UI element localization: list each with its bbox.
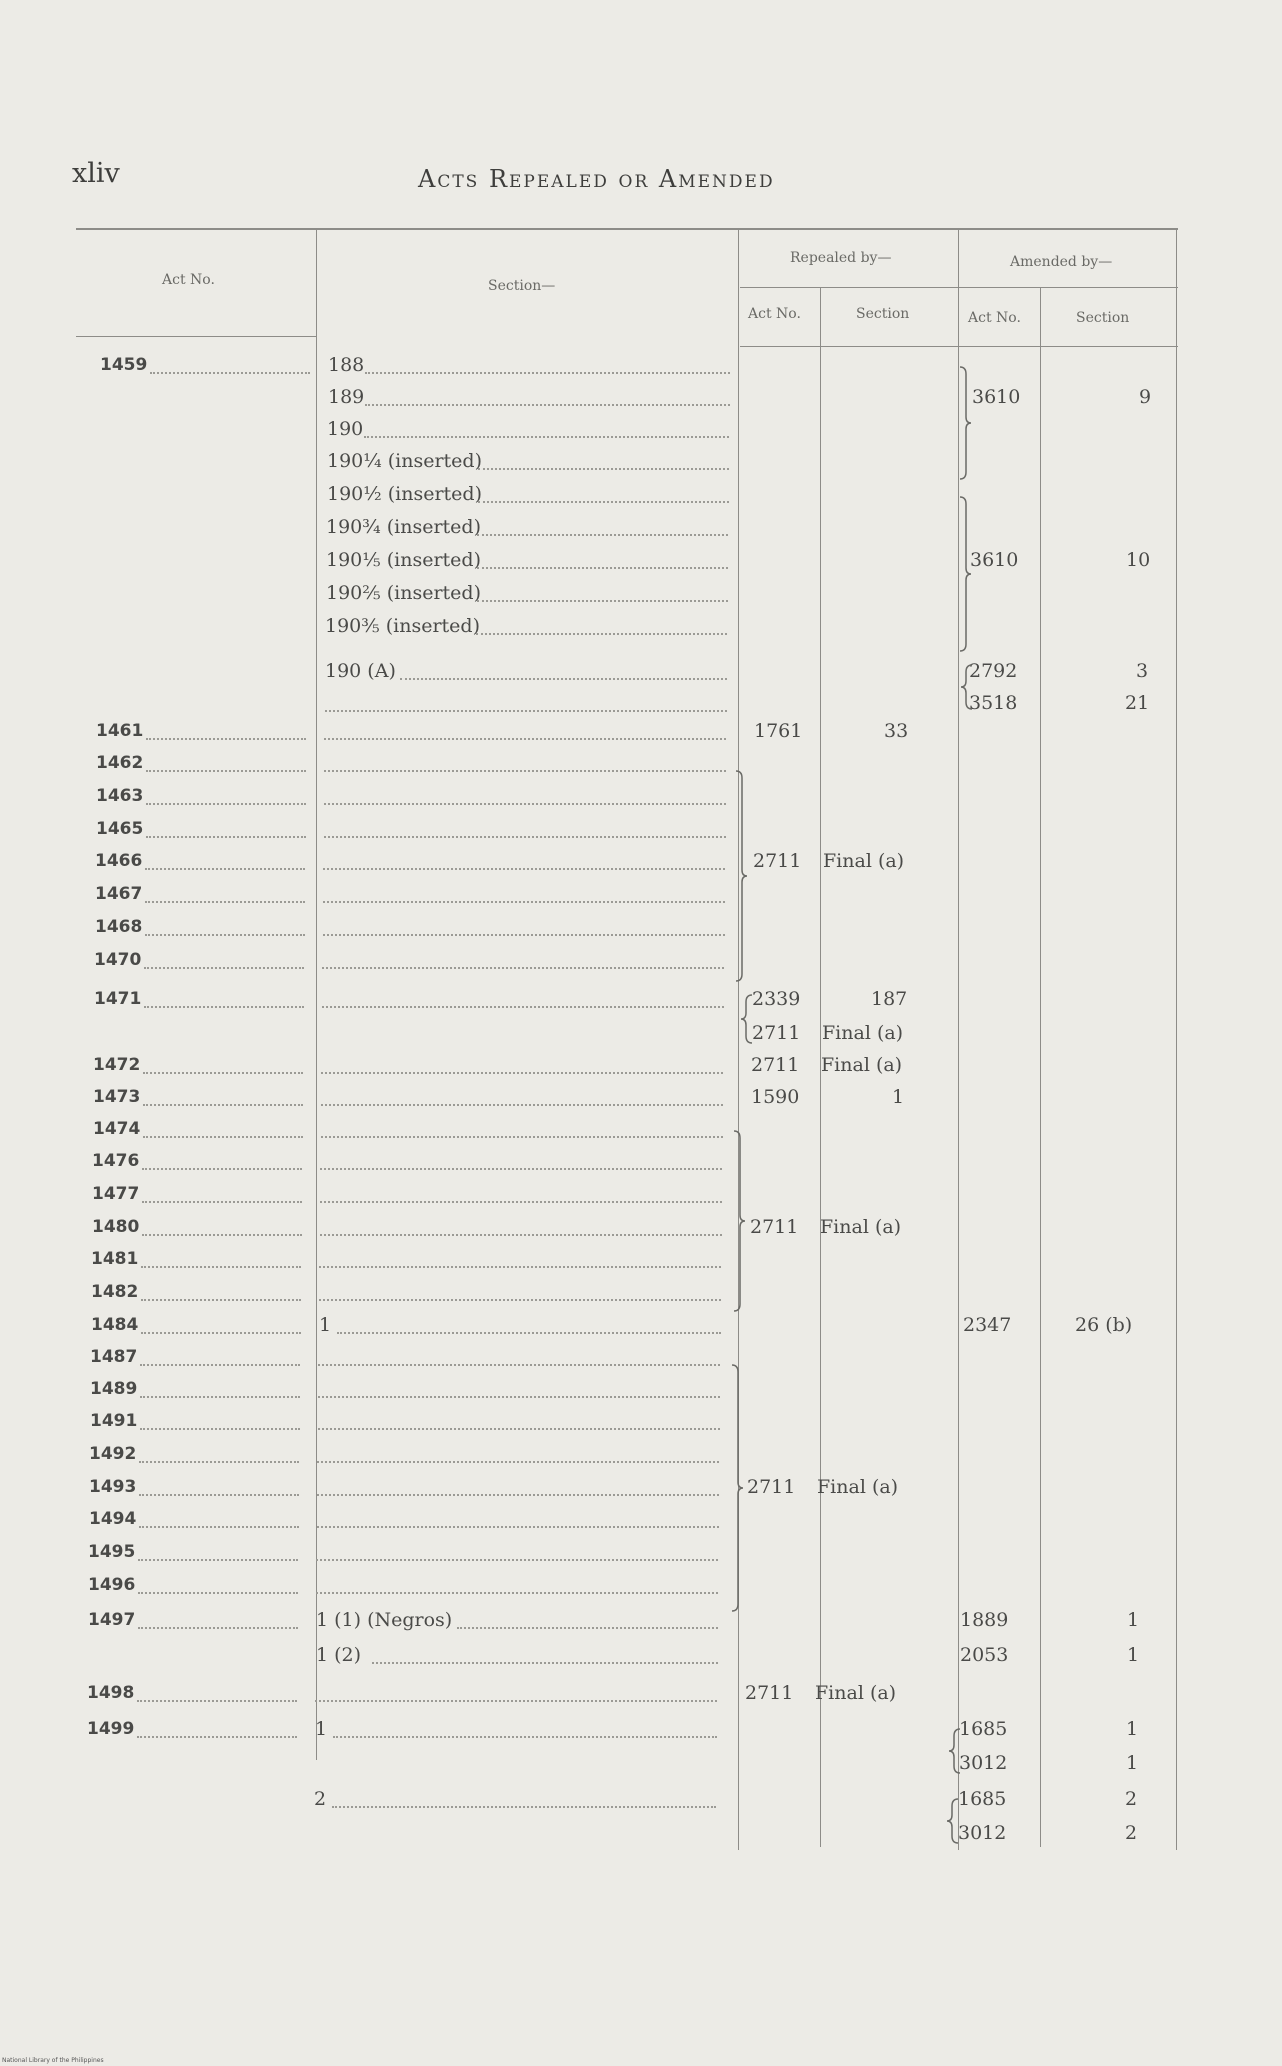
leader-dots [364, 436, 730, 438]
section-ref: 190 (A) [325, 660, 396, 682]
repealed-section: Final (a) [820, 1216, 902, 1238]
amended-act-number: 1685 [958, 1788, 1007, 1810]
leader-dots [324, 836, 726, 838]
leader-dots [321, 1136, 723, 1138]
leader-dots [324, 770, 726, 772]
act-number: 1498 [87, 1683, 135, 1703]
amended-section: 1 [1126, 1752, 1139, 1774]
leader-dots [141, 1332, 301, 1334]
repealed-section: Final (a) [815, 1682, 897, 1704]
leader-dots [145, 901, 305, 903]
header-act-no: Act No. [162, 272, 215, 288]
leader-dots [141, 1266, 301, 1268]
repealed-section: Final (a) [823, 850, 905, 872]
act-number: 1482 [91, 1282, 139, 1302]
leader-dots [325, 710, 727, 712]
leader-dots [139, 1461, 299, 1463]
leader-dots [315, 1700, 717, 1702]
leader-dots [146, 836, 306, 838]
act-number: 1462 [96, 753, 144, 773]
header-section: Section— [488, 278, 556, 294]
act-number: 1467 [95, 884, 143, 904]
leader-dots [477, 600, 729, 602]
repealed-act-number: 1590 [751, 1086, 800, 1108]
amended-section: 2 [1125, 1788, 1138, 1810]
leader-dots [319, 1299, 721, 1301]
brace-left [948, 1728, 962, 1774]
act-number: 1495 [88, 1542, 136, 1562]
leader-dots [140, 1364, 300, 1366]
leader-dots [337, 1332, 722, 1334]
leader-dots [478, 501, 730, 503]
act-number: 1481 [91, 1249, 139, 1269]
rule-col-6 [1176, 230, 1177, 1850]
amended-act-number: 3012 [959, 1752, 1008, 1774]
amended-section: 1 [1127, 1644, 1140, 1666]
header-repealed-act-no: Act No. [748, 306, 801, 322]
section-ref: 1 (2) [316, 1644, 362, 1666]
brace-left [960, 664, 974, 710]
repealed-act-number: 2711 [753, 850, 802, 872]
footer-credit: National Library of the Philippines [2, 2057, 104, 2064]
leader-dots [318, 1428, 720, 1430]
leader-dots [320, 1168, 722, 1170]
act-number: 1463 [96, 786, 144, 806]
leader-dots [322, 967, 724, 969]
section-ref: 1 [319, 1314, 332, 1336]
amended-section: 21 [1125, 692, 1150, 714]
leader-dots [141, 1299, 301, 1301]
rule-header-left [76, 336, 316, 337]
act-number: 1499 [87, 1719, 135, 1739]
brace-right [730, 1364, 744, 1612]
amended-act-number: 3610 [970, 549, 1019, 571]
leader-dots [316, 1592, 718, 1594]
header-repealed-section: Section [856, 306, 910, 322]
header-repealed-by: Repealed by— [790, 250, 892, 266]
repealed-act-number: 2711 [750, 1216, 799, 1238]
section-ref: 190⅗ (inserted) [325, 615, 480, 637]
act-number: 1459 [100, 355, 148, 375]
leader-dots [137, 1700, 297, 1702]
leader-dots [143, 1072, 303, 1074]
section-ref: 1 (1) (Negros) [316, 1609, 453, 1631]
section-ref: 190 [327, 418, 364, 440]
header-amended-section: Section [1076, 310, 1130, 326]
repealed-section: Final (a) [822, 1022, 904, 1044]
header-amended-by: Amended by— [1010, 254, 1113, 270]
leader-dots [144, 967, 304, 969]
amended-act-number: 1889 [960, 1609, 1009, 1631]
repealed-section: Final (a) [821, 1054, 903, 1076]
repealed-section: 1 [892, 1086, 905, 1108]
rule-subheader [740, 287, 1178, 288]
leader-dots [320, 1201, 722, 1203]
leader-dots [400, 678, 728, 680]
leader-dots [321, 1072, 723, 1074]
leader-dots [323, 901, 725, 903]
leader-dots [139, 1526, 299, 1528]
act-number: 1494 [89, 1509, 137, 1529]
leader-dots [317, 1494, 719, 1496]
leader-dots [477, 534, 729, 536]
leader-dots [150, 372, 310, 374]
brace-left [740, 994, 754, 1044]
rule-col-1 [316, 230, 317, 1760]
repealed-act-number: 2711 [745, 1682, 794, 1704]
amended-section: 1 [1126, 1718, 1139, 1740]
amended-section: 26 (b) [1075, 1314, 1133, 1336]
brace-right [734, 770, 748, 982]
act-number: 1480 [92, 1217, 140, 1237]
repealed-section: 33 [884, 720, 909, 742]
leader-dots [140, 1396, 300, 1398]
amended-act-number: 1685 [959, 1718, 1008, 1740]
act-number: 1465 [96, 819, 144, 839]
leader-dots [146, 738, 306, 740]
leader-dots [316, 1559, 718, 1561]
brace-right [958, 366, 972, 480]
repealed-section: Final (a) [817, 1476, 899, 1498]
rule-header-right [740, 346, 1178, 347]
amended-act-number: 2053 [960, 1644, 1009, 1666]
leader-dots [143, 1104, 303, 1106]
page-title: Acts Repealed or Amended [418, 165, 775, 193]
section-ref: 190⅖ (inserted) [326, 582, 481, 604]
brace-left [946, 1798, 960, 1844]
leader-dots [146, 770, 306, 772]
amended-act-number: 3012 [958, 1822, 1007, 1844]
leader-dots [333, 1736, 718, 1738]
act-number: 1497 [88, 1610, 136, 1630]
section-ref: 190½ (inserted) [327, 483, 482, 505]
leader-dots [372, 1662, 719, 1664]
leader-dots [137, 1736, 297, 1738]
leader-dots [478, 468, 730, 470]
leader-dots [142, 1201, 302, 1203]
act-number: 1472 [93, 1055, 141, 1075]
act-number: 1489 [90, 1379, 138, 1399]
amended-section: 3 [1136, 660, 1149, 682]
act-number: 1493 [89, 1477, 137, 1497]
repealed-act-number: 2711 [752, 1022, 801, 1044]
act-number: 1487 [90, 1347, 138, 1367]
leader-dots [138, 1592, 298, 1594]
leader-dots [332, 1806, 717, 1808]
amended-section: 1 [1127, 1609, 1140, 1631]
act-number: 1474 [93, 1119, 141, 1139]
amended-act-number: 3518 [969, 692, 1018, 714]
amended-act-number: 2347 [963, 1314, 1012, 1336]
page-number: xliv [72, 158, 120, 189]
leader-dots [143, 1136, 303, 1138]
act-number: 1496 [88, 1575, 136, 1595]
section-ref: 190⅕ (inserted) [326, 549, 481, 571]
act-number: 1471 [94, 989, 142, 1009]
repealed-section: 187 [871, 988, 908, 1010]
amended-act-number: 2792 [969, 660, 1018, 682]
leader-dots [138, 1627, 298, 1629]
leader-dots [142, 1168, 302, 1170]
leader-dots [140, 1428, 300, 1430]
rule-col-5 [1040, 287, 1041, 1847]
amended-section: 10 [1126, 549, 1151, 571]
leader-dots [317, 1461, 719, 1463]
brace-right [958, 496, 972, 652]
leader-dots [318, 1396, 720, 1398]
act-number: 1461 [96, 721, 144, 741]
act-number: 1484 [91, 1315, 139, 1335]
leader-dots [321, 1104, 723, 1106]
section-ref: 1 [315, 1718, 328, 1740]
leader-dots [320, 1234, 722, 1236]
section-ref: 189 [328, 386, 365, 408]
table-top-rule [76, 228, 1178, 230]
repealed-act-number: 2339 [752, 988, 801, 1010]
section-ref: 190¼ (inserted) [327, 450, 482, 472]
leader-dots [145, 934, 305, 936]
leader-dots [324, 738, 726, 740]
leader-dots [322, 1006, 724, 1008]
act-number: 1466 [95, 851, 143, 871]
leader-dots [319, 1266, 721, 1268]
leader-dots [324, 803, 726, 805]
header-amended-act-no: Act No. [968, 310, 1021, 326]
leader-dots [146, 803, 306, 805]
leader-dots [323, 868, 725, 870]
section-ref: 190¾ (inserted) [326, 516, 481, 538]
leader-dots [476, 633, 728, 635]
act-number: 1470 [94, 950, 142, 970]
leader-dots [323, 934, 725, 936]
act-number: 1477 [92, 1184, 140, 1204]
act-number: 1473 [93, 1087, 141, 1107]
leader-dots [145, 868, 305, 870]
leader-dots [457, 1627, 718, 1629]
act-number: 1492 [89, 1444, 137, 1464]
section-ref: 188 [328, 354, 365, 376]
amended-section: 2 [1125, 1822, 1138, 1844]
amended-act-number: 3610 [972, 386, 1021, 408]
act-number: 1468 [95, 917, 143, 937]
leader-dots [365, 372, 731, 374]
brace-right [732, 1130, 746, 1312]
leader-dots [138, 1559, 298, 1561]
leader-dots [318, 1364, 720, 1366]
section-ref: 2 [314, 1788, 327, 1810]
repealed-act-number: 1761 [754, 720, 803, 742]
act-number: 1476 [92, 1151, 140, 1171]
repealed-act-number: 2711 [747, 1476, 796, 1498]
leader-dots [477, 567, 729, 569]
act-number: 1491 [90, 1411, 138, 1431]
leader-dots [142, 1234, 302, 1236]
leader-dots [365, 404, 731, 406]
leader-dots [317, 1526, 719, 1528]
leader-dots [139, 1494, 299, 1496]
amended-section: 9 [1139, 386, 1152, 408]
leader-dots [144, 1006, 304, 1008]
repealed-act-number: 2711 [751, 1054, 800, 1076]
